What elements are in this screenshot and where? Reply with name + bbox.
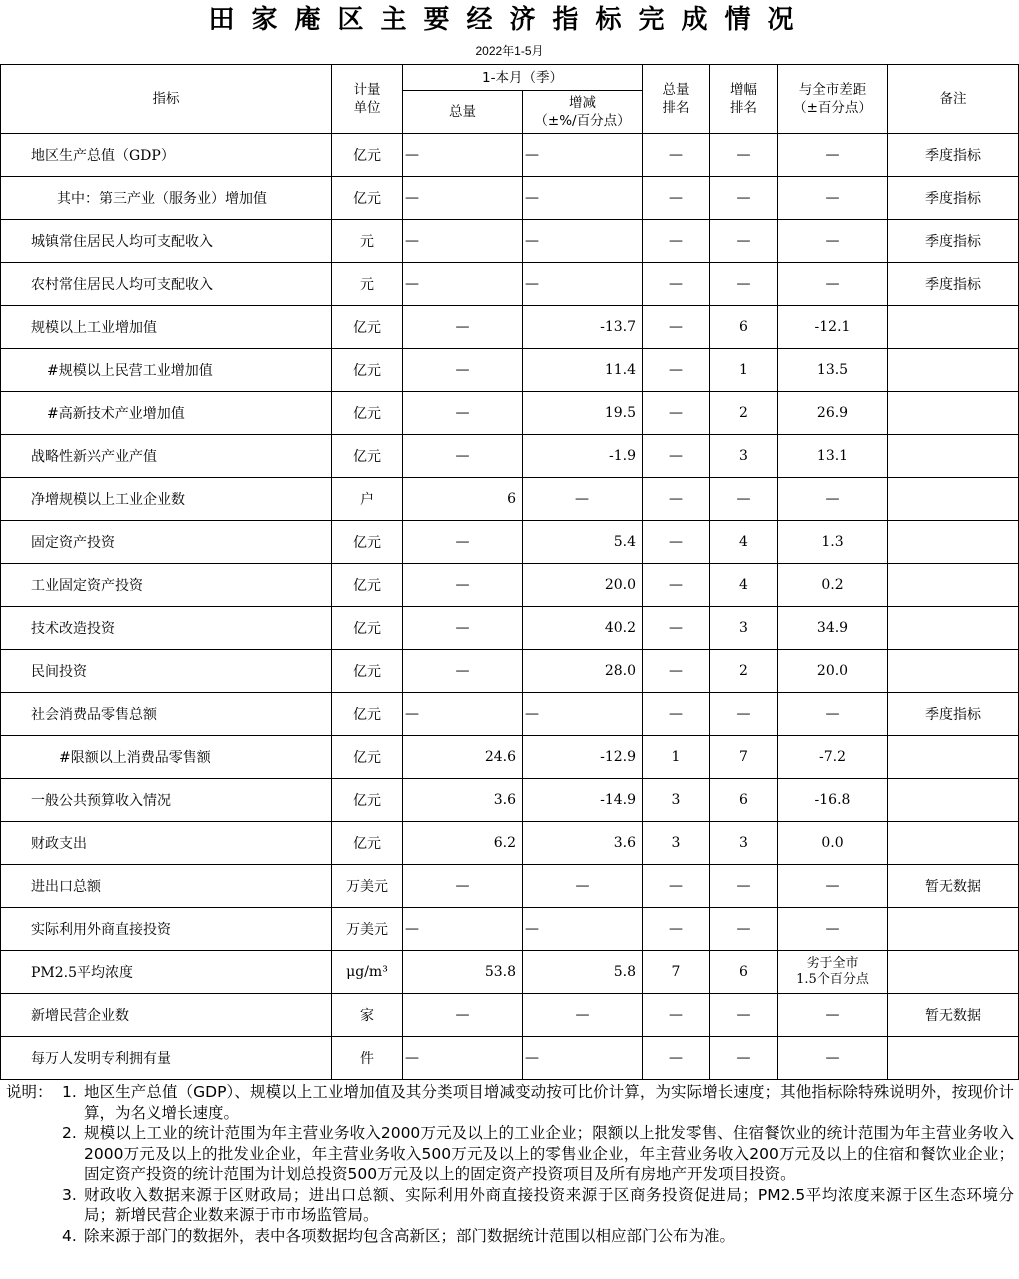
remark-cell [888,908,1019,951]
change-cell: — [523,1037,643,1080]
growth-rank-cell: 2 [710,650,778,693]
indicator-table [0,64,1019,1080]
indicator-name: 实际利用外商直接投资 [1,908,332,951]
total-rank-cell: — [643,607,710,650]
growth-rank-cell: — [710,220,778,263]
growth-rank-cell: 1 [710,349,778,392]
total-cell: 3.6 [403,779,523,822]
indicator-name: 城镇常住居民人均可支配收入 [1,220,332,263]
indicator-name: 财政支出 [1,822,332,865]
indicator-name: 进出口总额 [1,865,332,908]
remark-cell [888,607,1019,650]
total-cell: — [403,908,523,951]
table-row [1,263,1019,306]
total-rank-cell: — [643,564,710,607]
remark-cell: 季度指标 [888,134,1019,177]
indicator-name: 地区生产总值（GDP） [1,134,332,177]
remark-cell: 暂无数据 [888,865,1019,908]
table-row [1,134,1019,177]
indicator-name: 民间投资 [1,650,332,693]
remark-cell [888,306,1019,349]
growth-rank-cell: 3 [710,822,778,865]
city-gap-cell: -16.8 [778,779,888,822]
total-cell: — [403,263,523,306]
change-cell: — [523,693,643,736]
remark-cell: 季度指标 [888,220,1019,263]
total-rank-cell: — [643,908,710,951]
indicator-name: 每万人发明专利拥有量 [1,1037,332,1080]
change-cell: — [523,994,643,1037]
total-rank-cell: — [643,1037,710,1080]
table-row [1,994,1019,1037]
city-gap-cell: — [778,994,888,1037]
unit-cell: 户 [332,478,403,521]
table-row [1,177,1019,220]
indicator-name: 战略性新兴产业产值 [1,435,332,478]
city-gap-cell: 26.9 [778,392,888,435]
city-gap-cell: 20.0 [778,650,888,693]
total-cell: — [403,693,523,736]
total-cell: — [403,349,523,392]
total-rank-cell: 7 [643,951,710,994]
total-cell: 24.6 [403,736,523,779]
unit-cell: 亿元 [332,736,403,779]
unit-cell: 亿元 [332,607,403,650]
total-rank-cell: 3 [643,822,710,865]
unit-cell: 亿元 [332,521,403,564]
total-rank-cell: — [643,994,710,1037]
remark-cell [888,349,1019,392]
table-row [1,1037,1019,1080]
notes-section [6,1082,1014,1246]
unit-cell: 元 [332,263,403,306]
growth-rank-cell: — [710,478,778,521]
growth-rank-cell: — [710,1037,778,1080]
note-text: 财政收入数据来源于区财政局；进出口总额、实际利用外商直接投资来源于区商务投资促进局；PM2.5平均浓度来源于区生态环境分局；新增民营企业数来源于市市场监管局。 [84,1185,1014,1224]
city-gap-cell: -7.2 [778,736,888,779]
growth-rank-cell: 4 [710,521,778,564]
city-gap-cell: 13.5 [778,349,888,392]
total-cell: — [403,1037,523,1080]
indicator-name: 社会消费品零售总额 [1,693,332,736]
city-gap-cell: 34.9 [778,607,888,650]
change-cell: — [523,220,643,263]
total-rank-cell: — [643,865,710,908]
growth-rank-cell: 4 [710,564,778,607]
indicator-name: #规模以上民营工业增加值 [1,349,332,392]
total-rank-cell: — [643,306,710,349]
total-rank-cell: — [643,435,710,478]
growth-rank-cell: 6 [710,779,778,822]
city-gap-cell: — [778,478,888,521]
indicator-name: 工业固定资产投资 [1,564,332,607]
change-cell: 40.2 [523,607,643,650]
note-item [62,1082,1014,1123]
total-rank-cell: — [643,478,710,521]
note-text: 除来源于部门的数据外，表中各项数据均包含高新区；部门数据统计范围以相应部门公布为准。 [84,1226,736,1245]
total-cell: — [403,607,523,650]
indicator-name: 农村常住居民人均可支配收入 [1,263,332,306]
change-cell: 19.5 [523,392,643,435]
change-cell: — [523,134,643,177]
growth-rank-cell: — [710,693,778,736]
city-gap-cell: — [778,134,888,177]
unit-cell: 亿元 [332,650,403,693]
table-row [1,908,1019,951]
change-cell: -12.9 [523,736,643,779]
note-item [62,1185,1014,1226]
remark-cell [888,392,1019,435]
unit-cell: 亿元 [332,822,403,865]
table-row [1,650,1019,693]
unit-cell: 亿元 [332,693,403,736]
header-growth-rank: 增幅 排名 [710,65,778,134]
total-rank-cell: 3 [643,779,710,822]
table-row [1,435,1019,478]
table-row [1,521,1019,564]
header-city-gap: 与全市差距 （±百分点） [778,65,888,134]
city-gap-cell: 0.0 [778,822,888,865]
unit-cell: 亿元 [332,564,403,607]
table-row [1,607,1019,650]
growth-rank-cell: — [710,865,778,908]
change-cell: -13.7 [523,306,643,349]
growth-rank-cell: — [710,263,778,306]
unit-cell: 亿元 [332,779,403,822]
city-gap-cell: — [778,220,888,263]
total-cell: — [403,564,523,607]
total-cell: — [403,865,523,908]
indicator-name: 技术改造投资 [1,607,332,650]
growth-rank-cell: 7 [710,736,778,779]
remark-cell [888,650,1019,693]
total-rank-cell: — [643,650,710,693]
city-gap-cell: — [778,1037,888,1080]
unit-cell: 亿元 [332,306,403,349]
city-gap-cell: — [778,908,888,951]
table-row [1,736,1019,779]
unit-cell: 家 [332,994,403,1037]
remark-cell: 暂无数据 [888,994,1019,1037]
page-title: 田家庵区主要经济指标完成情况 [208,5,811,35]
indicator-name: 一般公共预算收入情况 [1,779,332,822]
unit-cell: 亿元 [332,349,403,392]
header-change: 增减 （±%/百分点） [523,91,643,134]
total-cell: 6.2 [403,822,523,865]
table-row [1,822,1019,865]
header-total-rank: 总量 排名 [643,65,710,134]
indicator-name: 净增规模以上工业企业数 [1,478,332,521]
note-text: 规模以上工业的统计范围为年主营业务收入2000万元及以上的工业企业；限额以上批发零售、住宿餐饮业的统计范围为年主营业务收入2000万元及以上的批发业企业，年主营业务收入500万元及以上的零售业企业，年主营业务收入200万元及以上的住宿和餐饮业企业；固定资产投资的统计范围为计划总投资500万元及以上的固定资产投资项目及所有房地产开发项目投资。 [84,1124,1014,1183]
note-number: 3. [62,1185,77,1204]
growth-rank-cell: 6 [710,306,778,349]
change-cell: 5.4 [523,521,643,564]
city-gap-cell: — [778,263,888,306]
total-rank-cell: — [643,263,710,306]
remark-cell [888,478,1019,521]
header-indicator: 指标 [1,65,332,134]
indicator-name: #限额以上消费品零售额 [1,736,332,779]
indicator-name: 其中：第三产业（服务业）增加值 [1,177,332,220]
growth-rank-cell: 6 [710,951,778,994]
total-rank-cell: — [643,693,710,736]
city-gap-cell: 劣于全市 1.5个百分点 [778,951,888,994]
city-gap-cell: — [778,693,888,736]
growth-rank-cell: — [710,908,778,951]
unit-cell: 万美元 [332,908,403,951]
header-remark: 备注 [888,65,1019,134]
total-cell: — [403,306,523,349]
remark-cell: 季度指标 [888,263,1019,306]
note-number: 4. [62,1226,77,1245]
note-text: 地区生产总值（GDP）、规模以上工业增加值及其分类项目增减变动按可比价计算，为实际增长速度；其他指标除特殊说明外，按现价计算，为名义增长速度。 [84,1083,1014,1122]
total-cell: — [403,134,523,177]
unit-cell: 件 [332,1037,403,1080]
change-cell: 28.0 [523,650,643,693]
growth-rank-cell: 3 [710,435,778,478]
total-rank-cell: — [643,220,710,263]
total-cell: — [403,392,523,435]
table-row [1,220,1019,263]
notes-lead: 说明： [6,1083,53,1101]
total-rank-cell: — [643,349,710,392]
remark-cell: 季度指标 [888,177,1019,220]
city-gap-cell: -12.1 [778,306,888,349]
unit-cell: 亿元 [332,392,403,435]
remark-cell [888,564,1019,607]
change-cell: 20.0 [523,564,643,607]
total-cell: — [403,521,523,564]
table-row [1,478,1019,521]
total-cell: 6 [403,478,523,521]
total-rank-cell: — [643,134,710,177]
header-period: 1-本月（季） [403,65,643,91]
table-row [1,693,1019,736]
remark-cell [888,779,1019,822]
total-cell: — [403,435,523,478]
remark-cell [888,951,1019,994]
remark-cell: 季度指标 [888,693,1019,736]
header-total: 总量 [403,91,523,134]
remark-cell [888,435,1019,478]
header-unit: 计量 单位 [332,65,403,134]
growth-rank-cell: 2 [710,392,778,435]
city-gap-cell: 1.3 [778,521,888,564]
total-cell: — [403,650,523,693]
growth-rank-cell: — [710,177,778,220]
note-item [62,1226,1014,1247]
indicator-name: 规模以上工业增加值 [1,306,332,349]
unit-cell: μg/m³ [332,951,403,994]
change-cell: — [523,177,643,220]
change-cell: -1.9 [523,435,643,478]
city-gap-cell: 0.2 [778,564,888,607]
change-cell: -14.9 [523,779,643,822]
table-row [1,779,1019,822]
table-row [1,306,1019,349]
change-cell: 3.6 [523,822,643,865]
table-row [1,951,1019,994]
total-cell: — [403,994,523,1037]
table-row [1,564,1019,607]
change-cell: — [523,908,643,951]
indicator-name: #高新技术产业增加值 [1,392,332,435]
total-rank-cell: 1 [643,736,710,779]
change-cell: — [523,478,643,521]
period-subtitle: 2022年1-5月 [475,44,544,58]
total-cell: 53.8 [403,951,523,994]
table-row [1,349,1019,392]
total-rank-cell: — [643,392,710,435]
city-gap-cell: 13.1 [778,435,888,478]
total-cell: — [403,220,523,263]
indicator-name: 新增民营企业数 [1,994,332,1037]
total-rank-cell: — [643,521,710,564]
city-gap-cell: — [778,865,888,908]
change-cell: — [523,865,643,908]
note-number: 2. [62,1124,77,1142]
total-rank-cell: — [643,177,710,220]
table-row [1,865,1019,908]
unit-cell: 亿元 [332,177,403,220]
remark-cell [888,822,1019,865]
indicator-name: PM2.5平均浓度 [1,951,332,994]
growth-rank-cell: — [710,134,778,177]
remark-cell [888,736,1019,779]
remark-cell [888,1037,1019,1080]
remark-cell [888,521,1019,564]
unit-cell: 亿元 [332,435,403,478]
growth-rank-cell: 3 [710,607,778,650]
change-cell: — [523,263,643,306]
change-cell: 11.4 [523,349,643,392]
total-cell: — [403,177,523,220]
change-cell: 5.8 [523,951,643,994]
table-row [1,392,1019,435]
note-item [62,1123,1014,1185]
unit-cell: 元 [332,220,403,263]
note-number: 1. [62,1083,77,1101]
indicator-name: 固定资产投资 [1,521,332,564]
unit-cell: 亿元 [332,134,403,177]
growth-rank-cell: — [710,994,778,1037]
city-gap-cell: — [778,177,888,220]
unit-cell: 万美元 [332,865,403,908]
